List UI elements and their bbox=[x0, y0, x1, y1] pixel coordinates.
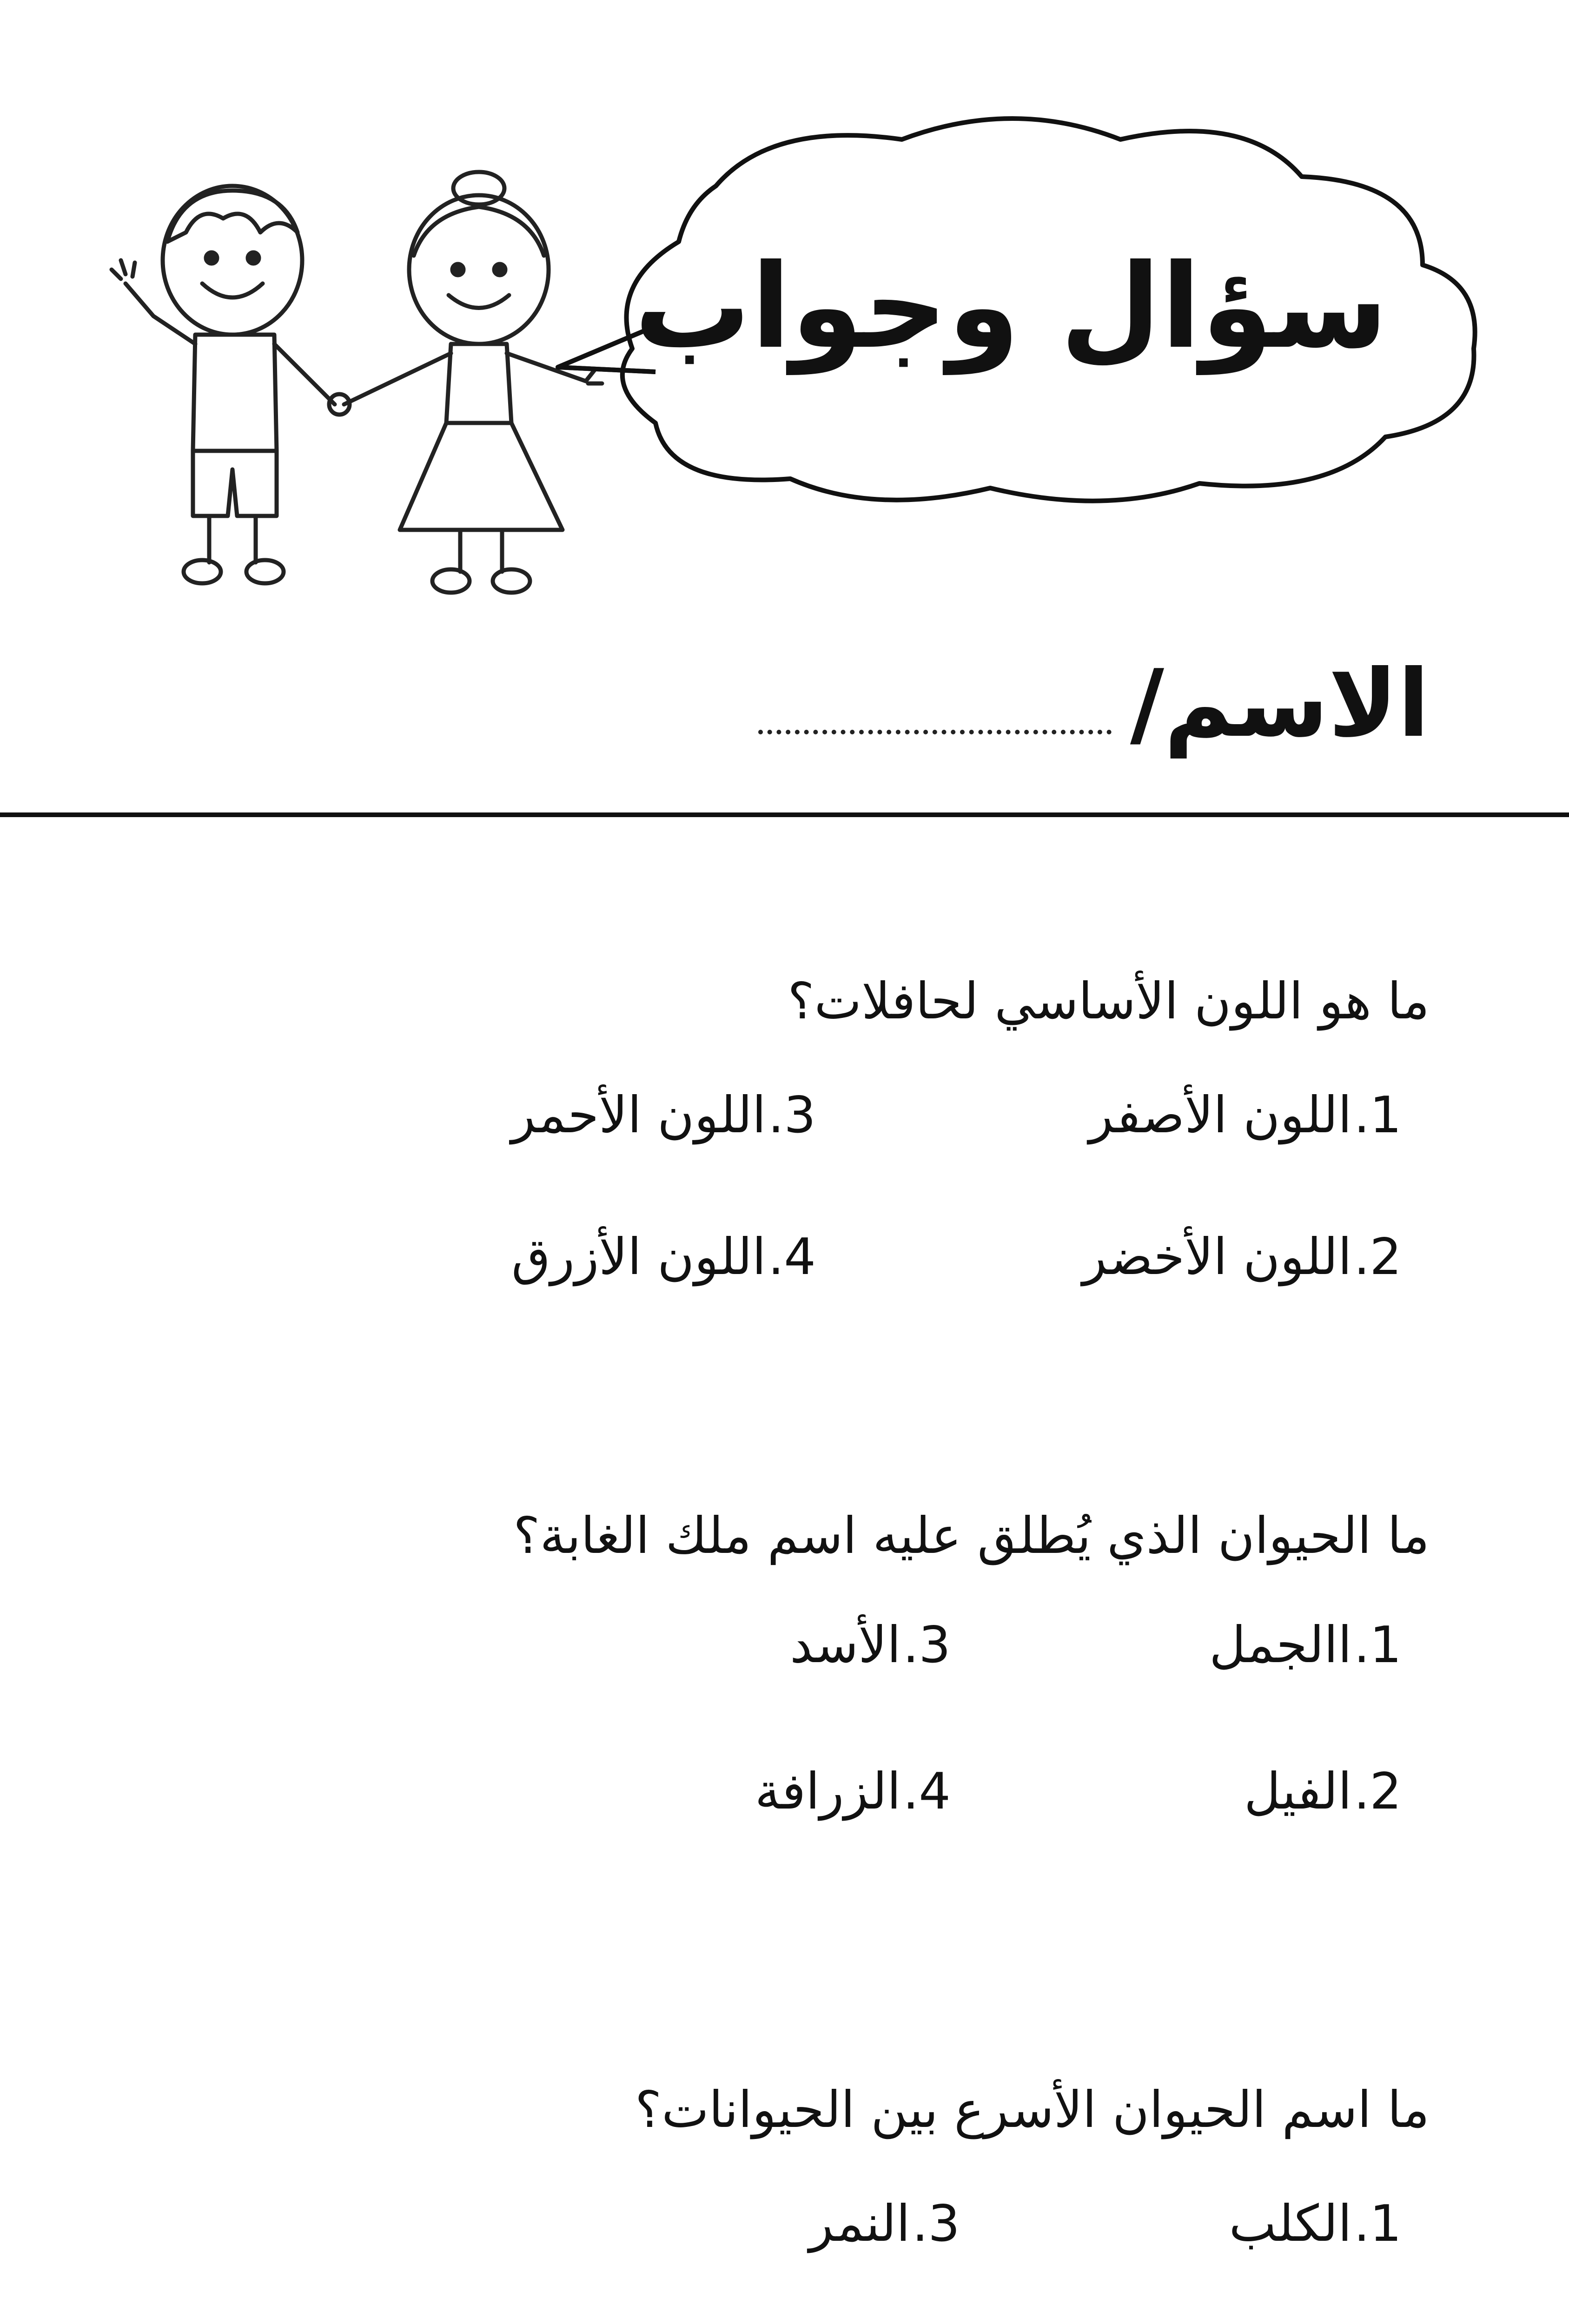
option-number: 1. bbox=[1353, 1616, 1402, 1674]
option-label: الكلب bbox=[1229, 2195, 1352, 2253]
worksheet-title: سؤال وجواب bbox=[634, 239, 1388, 374]
question-2-text: ما الحيوان الذي يُطلق عليه اسم ملك الغابة؟ bbox=[513, 1507, 1430, 1565]
question-1-option-2[interactable] bbox=[1082, 1227, 1402, 1287]
question-3-text: ما اسم الحيوان الأسرع بين الحيوانات؟ bbox=[635, 2081, 1430, 2139]
option-label: اللون الأخضر bbox=[1082, 1228, 1352, 1286]
option-number: 4. bbox=[902, 1763, 951, 1821]
question-3-option-1[interactable] bbox=[1229, 2194, 1402, 2254]
option-number: 2. bbox=[1353, 1763, 1402, 1821]
question-1-option-3[interactable] bbox=[511, 1085, 816, 1146]
question-1-option-1[interactable] bbox=[1089, 1085, 1402, 1146]
question-2-option-3[interactable] bbox=[790, 1615, 951, 1676]
option-number: 4. bbox=[768, 1228, 816, 1286]
question-2-option-2[interactable] bbox=[1244, 1762, 1402, 1822]
option-number: 1. bbox=[1353, 1086, 1402, 1144]
option-number: 2. bbox=[1353, 1228, 1402, 1286]
name-blank-line[interactable] bbox=[758, 730, 1112, 734]
question-2-option-4[interactable] bbox=[755, 1762, 951, 1822]
option-label: اللون الأزرق bbox=[511, 1228, 766, 1286]
option-number: 3. bbox=[902, 1616, 951, 1674]
option-number: 3. bbox=[912, 2195, 960, 2253]
question-1-option-4[interactable] bbox=[511, 1227, 816, 1287]
question-1-text: ما هو اللون الأساسي لحافلات؟ bbox=[788, 972, 1430, 1030]
option-label: اللون الأحمر bbox=[511, 1086, 766, 1144]
option-label: اللون الأصفر bbox=[1089, 1086, 1352, 1144]
option-number: 3. bbox=[768, 1086, 816, 1144]
option-label: الأسد bbox=[790, 1616, 901, 1674]
option-label: الفيل bbox=[1244, 1763, 1352, 1821]
option-label: الزرافة bbox=[755, 1763, 901, 1821]
option-number: 1. bbox=[1353, 2195, 1402, 2253]
name-field-row bbox=[758, 651, 1430, 758]
name-label: الاسم/ bbox=[1130, 650, 1430, 758]
kids-holding-hands-illustration bbox=[93, 163, 628, 618]
option-label: النمر bbox=[809, 2195, 910, 2253]
header-divider bbox=[0, 812, 1569, 817]
question-2-option-1[interactable] bbox=[1209, 1615, 1402, 1676]
option-label: االجمل bbox=[1209, 1616, 1352, 1674]
question-3-option-3[interactable] bbox=[809, 2194, 960, 2254]
